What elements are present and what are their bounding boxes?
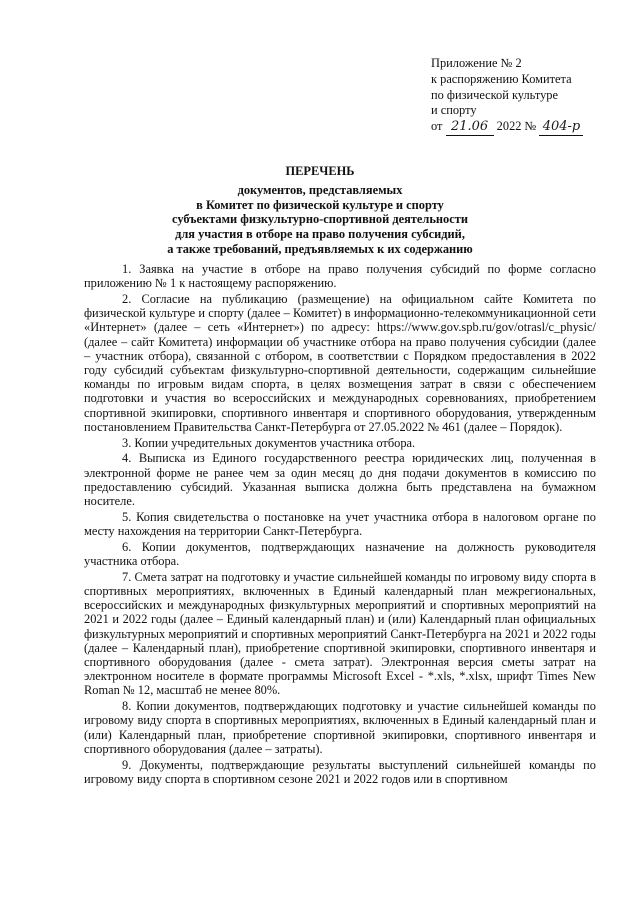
appendix-line-2: к распоряжению Комитета	[431, 71, 572, 86]
list-item: 7. Смета затрат на подготовку и участие сильнейшей команды по игровому виду спорта в спортивных мероприятиях, включенных в Единый календарный план межрегиональных, всероссийских и международных физкультурных мероприятий и спортивных мероприятий на 2021 и 2022 годы (далее – Единый календарный план) и (или) Календарный план официальных физкультурных мероприятий и спортивных мероприятий Санкт-Петербурга на 2021 и 2022 годы (далее – Календарный план), приобретение спортивной экипировки, спортивного инвентаря и спортивного оборудования (далее - смета затрат). Электронная версия сметы затрат на электронном носителе в формате программы Microsoft Excel - *.xls, *.xlsx, шрифт Times New Roman № 12, масштаб не менее 80%.	[84, 569, 596, 698]
document-body	[84, 262, 596, 788]
list-item: 9. Документы, подтверждающие результаты выступлений сильнейшей команды по игровому виду спорта в спортивном сезоне 2021 и 2022 годов или в спортивном	[84, 757, 596, 786]
title-line: субъектами физкультурно-спортивной деятельности	[172, 212, 468, 227]
list-item: 4. Выписка из Единого государственного реестра юридических лиц, полученная в электронной форме не ранее чем за один месяц до дня подачи документов в комиссию по предоставлению субсидий. Указанная выписка должна быть представлена на бумажном носителе.	[84, 451, 596, 509]
title-line: а также требований, предъявляемых к их содержанию	[167, 241, 473, 256]
appendix-date-line	[431, 119, 583, 136]
appendix-header	[431, 56, 583, 136]
title-line: в Комитет по физической культуре и спорту	[196, 197, 444, 212]
appendix-line-3: по физической культуре	[431, 87, 558, 102]
year-and-number-label: 2022 №	[496, 119, 537, 134]
list-item: 8. Копии документов, подтверждающих подготовку и участие сильнейшей команды по игровому виду спорта в спортивных мероприятиях, включенных в Единый календарный план и (или) Календарный план, приобретение спортивной экипировки, спортивного инвентаря и спортивного оборудования (далее – затраты).	[84, 699, 596, 756]
appendix-line-4: и спорту	[431, 103, 477, 118]
date-prefix: от	[431, 119, 443, 134]
title-heading: ПЕРЕЧЕНЬ	[285, 164, 355, 178]
list-item: 1. Заявка на участие в отборе на право получения субсидий по форме согласно приложению № 1 к настоящему распоряжению.	[84, 262, 596, 291]
title-line: для участия в отборе на право получения субсидий,	[175, 227, 465, 242]
list-item: 6. Копии документов, подтверждающих назначение на должность руководителя участника отбора.	[84, 539, 596, 569]
document-title	[0, 164, 640, 257]
handwritten-number: 404-р	[539, 119, 583, 136]
list-item: 3. Копии учредительных документов участника отбора.	[122, 435, 416, 450]
handwritten-date: 21.06	[446, 119, 494, 136]
list-item: 5. Копия свидетельства о постановке на учет участника отбора в налоговом органе по месту нахождения на территории Санкт-Петербурга.	[84, 509, 596, 539]
title-line: документов, представляемых	[237, 182, 403, 197]
appendix-line-1: Приложение № 2	[431, 56, 522, 70]
list-item: 2. Согласие на публикацию (размещение) на официальном сайте Комитета по физической культуре и спорту (далее – Комитет) в информационно-телекоммуникационной сети «Интернет» (далее – сеть «Интернет») по адресу: https://www.gov.spb.ru/gov/otrasl/c_physic/ (далее – сайт Комитета) информации об участнике отбора на право получения субсидии (далее – участник отбора), связанной с отбором, в соответствии с Порядком предоставления в 2022 году субсидий субъектам физкультурно-спортивной деятельности, содержащим сильнейшие команды по игровым видам спорта, в целях возмещения затрат в связи с обеспечением подготовки и участия во всероссийских и международных соревнованиях, приобретением спортивной экипировки, спортивного инвентаря и спортивного оборудования, утвержденным постановлением Правительства Санкт-Петербурга от 27.05.2022 № 461 (далее – Порядок).	[84, 292, 596, 434]
